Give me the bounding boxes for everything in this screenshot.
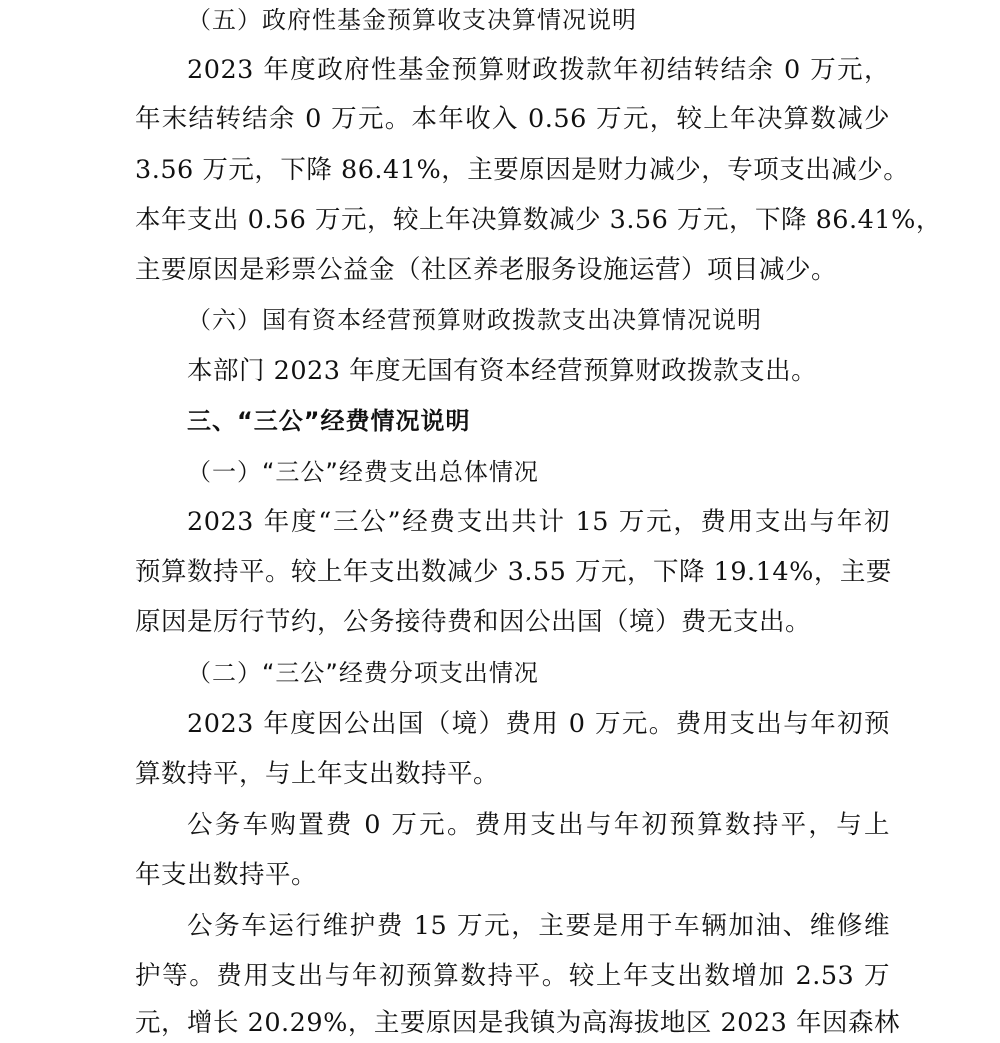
paragraph-line: 2023 年度因公出国（境）费用 0 万元。费用支出与年初预: [187, 709, 890, 739]
paragraph-line: 公务车购置费 0 万元。费用支出与年初预算数持平，与上: [187, 810, 890, 840]
paragraph-line: 护等。费用支出与年初预算数持平。较上年支出数增加 2.53 万: [135, 961, 890, 991]
part-3-title: 三、“三公”经费情况说明: [187, 407, 471, 435]
paragraph-line: 主要原因是彩票公益金（社区养老服务设施运营）项目减少。: [135, 255, 838, 285]
paragraph-line: 年末结转结余 0 万元。本年收入 0.56 万元，较上年决算数减少: [135, 104, 890, 134]
sub-2-title: （二）“三公”经费分项支出情况: [187, 659, 539, 687]
paragraph-line: 2023 年度“三公”经费支出共计 15 万元，费用支出与年初: [187, 507, 890, 537]
sub-1-title: （一）“三公”经费支出总体情况: [187, 458, 539, 486]
paragraph-line: 原因是厉行节约，公务接待费和因公出国（境）费无支出。: [135, 607, 812, 637]
section-6-title: （六）国有资本经营预算财政拨款支出决算情况说明: [187, 306, 762, 334]
paragraph-line: 本部门 2023 年度无国有资本经营预算财政拨款支出。: [187, 356, 818, 386]
paragraph-line: 元，增长 20.29%，主要原因是我镇为高海拔地区 2023 年因森林: [135, 1008, 900, 1038]
paragraph-line: 算数持平，与上年支出数持平。: [135, 759, 500, 789]
paragraph-line: 2023 年度政府性基金预算财政拨款年初结转结余 0 万元，: [187, 55, 890, 85]
paragraph-line: 3.56 万元，下降 86.41%，主要原因是财力减少，专项支出减少。: [135, 155, 910, 185]
paragraph-line: 年支出数持平。: [135, 860, 318, 890]
paragraph-line: 预算数持平。较上年支出数减少 3.55 万元，下降 19.14%，主要: [135, 557, 892, 587]
paragraph-line: 公务车运行维护费 15 万元，主要是用于车辆加油、维修维: [187, 911, 890, 941]
paragraph-line: 本年支出 0.56 万元，较上年决算数减少 3.56 万元，下降 86.41%，: [135, 205, 942, 235]
section-5-title: （五）政府性基金预算收支决算情况说明: [187, 6, 637, 34]
